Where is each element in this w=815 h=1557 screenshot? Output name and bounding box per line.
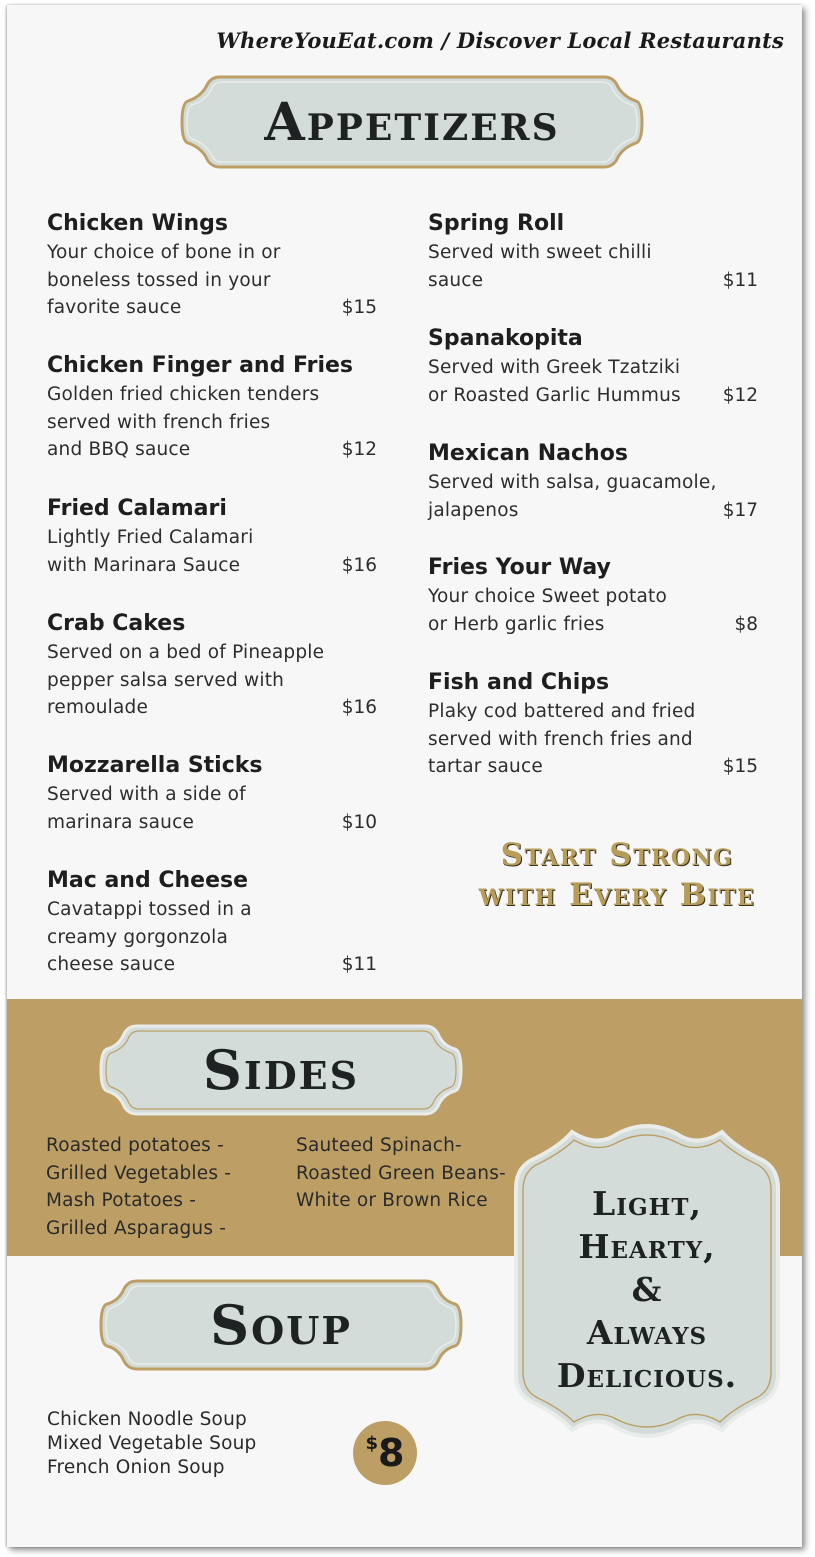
item-name: Mozzarella Sticks — [47, 753, 263, 778]
item-name: Mac and Cheese — [47, 868, 249, 893]
soup-price-badge — [353, 1421, 417, 1485]
item-desc: Served with sweet chilli — [428, 242, 652, 263]
menu-item — [428, 668, 758, 781]
item-desc: Your choice of bone in or — [47, 242, 281, 263]
price-value: 8 — [378, 1431, 405, 1475]
item-desc: with Marinara Sauce — [47, 554, 241, 576]
item-desc: creamy gorgonzola — [47, 926, 228, 948]
menu-item — [47, 751, 377, 836]
sign-slogan — [512, 1182, 782, 1397]
item-desc: Served with salsa, guacamole, — [428, 472, 717, 493]
slogan-line: Delicious. — [556, 1356, 738, 1395]
item-price: $12 — [722, 384, 758, 406]
soup-list — [47, 1408, 256, 1480]
item-price: $16 — [341, 697, 377, 718]
menu-item — [47, 609, 377, 722]
menu-item — [428, 553, 758, 638]
soup-title: Soup — [210, 1293, 352, 1357]
item-desc: Golden fried chicken tenders — [47, 384, 320, 405]
menu-item — [428, 439, 758, 524]
side-item: Roasted Green Beans- — [296, 1162, 506, 1184]
tagline-line: with Every Bite — [478, 877, 756, 913]
side-item: Roasted potatoes - — [46, 1135, 224, 1156]
site-header: WhereYouEat.com / Discover Local Restaurants — [216, 28, 784, 53]
item-name: Crab Cakes — [47, 611, 186, 636]
sides-banner — [99, 1022, 463, 1118]
item-price: $15 — [722, 756, 758, 777]
item-desc: sauce — [428, 269, 484, 291]
item-desc: and BBQ sauce — [47, 439, 191, 460]
soup-item: French Onion Soup — [47, 1457, 225, 1478]
side-item: Mash Potatoes - — [46, 1190, 197, 1211]
item-desc: or Herb garlic fries — [428, 613, 605, 635]
menu-item — [47, 866, 377, 979]
item-desc: tartar sauce — [428, 756, 543, 777]
item-price: $11 — [341, 954, 377, 975]
item-desc: Plaky cod battered and fried — [428, 701, 696, 722]
item-desc: Your choice Sweet potato — [428, 586, 667, 607]
item-desc: marinara sauce — [47, 811, 195, 833]
item-desc: boneless tossed in your — [47, 269, 271, 291]
sides-title: Sides — [202, 1038, 360, 1102]
side-item: Grilled Vegetables - — [46, 1162, 232, 1184]
slogan-line: & — [631, 1270, 663, 1309]
slogan-line: Light, — [592, 1184, 702, 1223]
side-item: Grilled Asparagus - — [46, 1217, 227, 1239]
sides-list-left — [46, 1132, 231, 1242]
item-name: Fish and Chips — [428, 670, 610, 695]
menu-item — [47, 209, 377, 322]
sides-list-right — [296, 1132, 506, 1215]
item-price: $16 — [341, 554, 377, 576]
item-desc: Served with Greek Tzatziki — [428, 357, 681, 378]
item-desc: or Roasted Garlic Hummus — [428, 384, 681, 406]
item-name: Fried Calamari — [47, 496, 227, 521]
menu-item — [47, 351, 377, 464]
tagline-line: Start Strong — [500, 837, 734, 873]
item-desc: Served with a side of — [47, 784, 246, 805]
item-desc: Cavatappi tossed in a — [47, 899, 252, 920]
item-desc: Lightly Fried Calamari — [47, 527, 254, 548]
item-price: $12 — [341, 439, 377, 460]
item-price: $15 — [341, 297, 377, 318]
item-desc: served with french fries and — [428, 728, 693, 750]
appetizers-title: Appetizers — [264, 91, 560, 153]
slogan-sign — [512, 1122, 782, 1440]
soup-item: Chicken Noodle Soup — [47, 1409, 247, 1430]
menu-item — [47, 494, 377, 579]
side-item: Sauteed Spinach- — [296, 1135, 462, 1156]
item-desc: served with french fries — [47, 411, 271, 433]
item-desc: cheese sauce — [47, 954, 176, 975]
item-desc: favorite sauce — [47, 297, 182, 318]
item-price: $10 — [341, 811, 377, 833]
item-price: $11 — [722, 269, 758, 291]
menu-page — [7, 5, 802, 1547]
item-desc: jalapenos — [428, 499, 519, 521]
item-name: Spring Roll — [428, 211, 565, 236]
item-desc: Served on a bed of Pineapple — [47, 642, 325, 663]
item-price: $8 — [734, 613, 758, 635]
item-desc: remoulade — [47, 697, 149, 718]
slogan-line: Always — [586, 1313, 708, 1352]
appetizers-banner — [180, 73, 644, 171]
side-item: White or Brown Rice — [296, 1190, 488, 1211]
item-name: Spanakopita — [428, 326, 583, 351]
slogan-line: Hearty, — [578, 1227, 716, 1266]
item-price: $17 — [722, 499, 758, 521]
item-name: Chicken Wings — [47, 211, 228, 236]
item-name: Chicken Finger and Fries — [47, 353, 354, 378]
price-currency: $ — [365, 1432, 379, 1454]
appetizers-tagline — [437, 835, 797, 915]
soup-item: Mixed Vegetable Soup — [47, 1433, 257, 1454]
soup-banner — [99, 1277, 463, 1373]
item-desc: pepper salsa served with — [47, 669, 285, 691]
menu-item — [428, 324, 758, 409]
item-name: Mexican Nachos — [428, 441, 628, 466]
item-name: Fries Your Way — [428, 555, 611, 580]
menu-item — [428, 209, 758, 294]
